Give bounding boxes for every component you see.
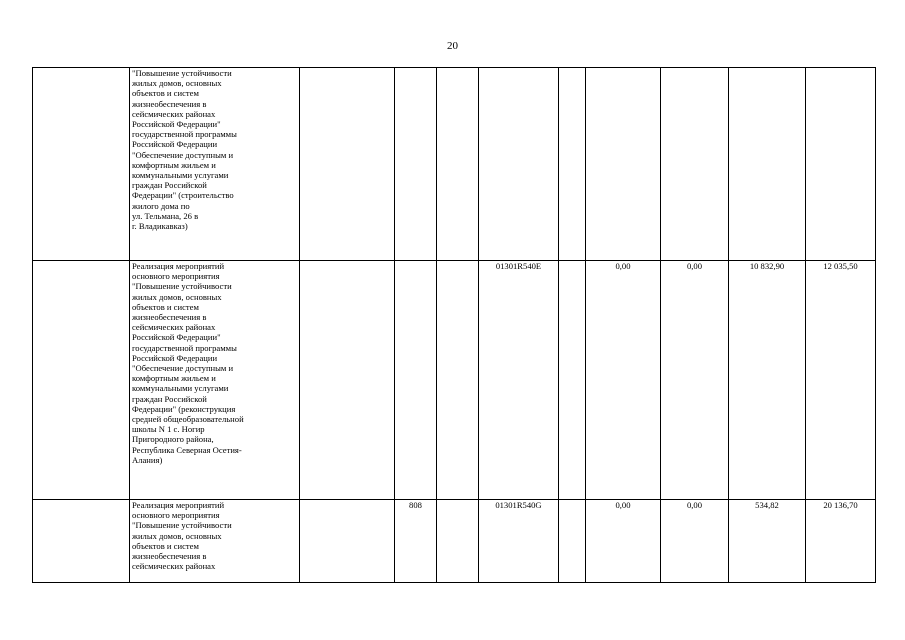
ministry-code-cell [395, 261, 437, 500]
amount-cell-4: 12 035,50 [806, 261, 876, 500]
amount-cell-1: 0,00 [586, 261, 661, 500]
item-name-cell: Реализация мероприятий основного мероприятия "Повышение устойчивости жилых домов, основных объектов и систем жизнеобеспечения в сейсмических районах Российской Федерации" государственной программы Российской Федерации "Обеспечение доступным и комфортным жильем и коммунальными услугами граждан Российской Федерации" (реконструкция средней общеобразовательной школы N 1 с. Ногир Пригородного района, Республика Северная Осетия- Алания) [130, 261, 300, 500]
page-number: 20 [447, 40, 458, 52]
amount-cell-3 [729, 68, 806, 261]
target-code-cell [479, 68, 559, 261]
amount-cell-4: 20 136,70 [806, 500, 876, 583]
budget-table [32, 67, 876, 583]
empty-cell [300, 500, 395, 583]
section-code-cell [437, 68, 479, 261]
expense-type-cell [559, 500, 586, 583]
amount-cell-3: 10 832,90 [729, 261, 806, 500]
ministry-code-cell [395, 68, 437, 261]
amount-cell-2 [661, 68, 729, 261]
item-name-cell: "Повышение устойчивости жилых домов, основных объектов и систем жизнеобеспечения в сейсмических районах Российской Федерации" государственной программы Российской Федерации "Обеспечение доступным и комфортным жильем и коммунальными услугами граждан Российской Федерации" (строительство жилого дома по ул. Тельмана, 26 в г. Владикавказ) [130, 68, 300, 261]
empty-cell [300, 261, 395, 500]
table-row [33, 68, 876, 261]
amount-cell-4 [806, 68, 876, 261]
expense-type-cell [559, 68, 586, 261]
section-code-cell [437, 500, 479, 583]
ministry-code-cell: 808 [395, 500, 437, 583]
empty-cell [300, 68, 395, 261]
amount-cell-1: 0,00 [586, 500, 661, 583]
empty-cell [33, 500, 130, 583]
amount-cell-1 [586, 68, 661, 261]
item-name-cell: Реализация мероприятий основного мероприятия "Повышение устойчивости жилых домов, основных объектов и систем жизнеобеспечения в сейсмических районах [130, 500, 300, 583]
section-code-cell [437, 261, 479, 500]
amount-cell-2: 0,00 [661, 500, 729, 583]
expense-type-cell [559, 261, 586, 500]
target-code-cell: 01301R540E [479, 261, 559, 500]
table-row [33, 261, 876, 500]
table-row [33, 500, 876, 583]
amount-cell-2: 0,00 [661, 261, 729, 500]
empty-cell [33, 261, 130, 500]
amount-cell-3: 534,82 [729, 500, 806, 583]
target-code-cell: 01301R540G [479, 500, 559, 583]
empty-cell [33, 68, 130, 261]
